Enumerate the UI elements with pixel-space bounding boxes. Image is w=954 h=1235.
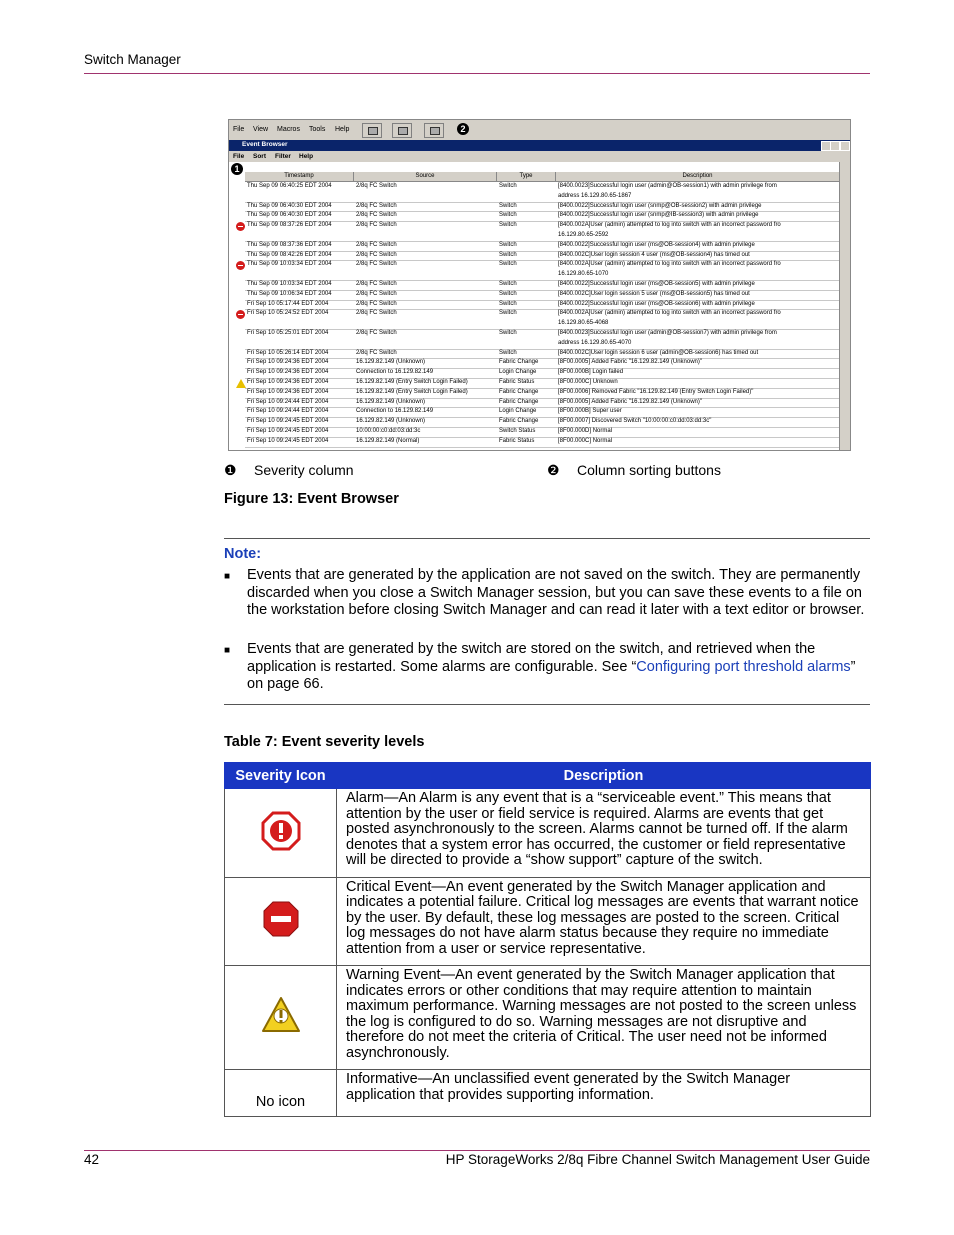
cell-timestamp: Thu Sep 09 08:42:26 EDT 2004 <box>247 251 332 258</box>
figure-title: Figure 13: Event Browser <box>224 491 399 507</box>
legend-num-1: ❶ <box>224 462 237 478</box>
toolbar-icon-1 <box>368 127 378 135</box>
cell-timestamp: Fri Sep 10 09:24:44 EDT 2004 <box>247 398 329 405</box>
note-bottom-rule <box>224 704 870 705</box>
cell-timestamp: Fri Sep 10 05:25:01 EDT 2004 <box>247 330 329 336</box>
table-title: Table 7: Event severity levels <box>224 734 425 750</box>
running-header: Switch Manager <box>84 52 181 67</box>
col-header-timestamp[interactable]: Timestamp <box>245 172 354 182</box>
menu-macros[interactable]: Macros <box>277 126 300 133</box>
table-row <box>225 789 871 878</box>
critical-icon <box>236 261 245 270</box>
window-title: Event Browser <box>242 141 288 148</box>
table-row <box>225 877 871 966</box>
callout-1: 1 <box>231 163 243 175</box>
critical-cell <box>225 877 337 966</box>
toolbar-button-1[interactable] <box>362 123 382 138</box>
browser-menu-help[interactable]: Help <box>299 153 314 160</box>
cell-description: [8400.0023]Successful login user (admin@OB-session7) with admin privilege from <box>558 330 777 336</box>
cell-description: [8400.002A]User (admin) attempted to log into switch with an incorrect password fro <box>558 222 781 229</box>
cell-timestamp: Thu Sep 09 10:03:34 EDT 2004 <box>247 261 332 268</box>
cell-type: Switch Status <box>499 428 536 434</box>
cell-source: 16.129.82.149 (Unknown) <box>356 359 426 366</box>
table-row <box>225 966 871 1070</box>
alarm-description: Alarm—An Alarm is any event that is a “serviceable event.” This means that attention by the user or field service is required. Alarms are events that get posted asynchronously to the screen. Alarms cannot be turned off. If the alarm denotes that a system error has occurred, the customer or field representative will be directed to provide a “show support” capture of the switch. <box>337 789 871 878</box>
cell-source: 2/8q FC Switch <box>356 202 397 209</box>
cell-timestamp: Fri Sep 10 09:24:36 EDT 2004 <box>247 388 329 395</box>
browser-menu-sort[interactable]: Sort <box>253 153 266 160</box>
severity-column <box>233 172 245 450</box>
note-bullet-2 <box>247 641 865 694</box>
table-row[interactable] <box>245 329 839 350</box>
critical-icon <box>236 222 245 231</box>
cell-description: [8F00.000B] Login failed <box>558 369 624 376</box>
cell-source: 16.129.82.149 (Unknown) <box>356 418 426 425</box>
cell-description: [8400.0022]Successful login user (ms@OB-session5) with admin privilege <box>558 281 755 287</box>
col-header-type[interactable]: Type <box>497 172 556 182</box>
legend-text-2: Column sorting buttons <box>577 462 721 478</box>
cell-description: [8400.0022]Successful login user (snmp@IB-session3) with admin privilege <box>558 212 759 219</box>
cell-source: Connection to 16.129.82.149 <box>356 408 434 415</box>
cell-type: Switch <box>499 222 517 229</box>
cell-timestamp: Fri Sep 10 09:24:36 EDT 2004 <box>247 379 329 385</box>
col-header-description[interactable]: Description <box>556 172 840 182</box>
window-titlebar <box>229 140 850 151</box>
cell-source: 2/8q FC Switch <box>356 300 397 307</box>
cell-timestamp: Fri Sep 10 09:24:44 EDT 2004 <box>247 408 329 415</box>
critical-description: Critical Event—An event generated by the Switch Manager application and indicates a potential failure. Critical log messages are events that warrant notice by the user. By default, these log messages are posted to the screen. Critical log messages do not have alarm status because they require no immediate attention from a user or service representative. <box>337 877 871 966</box>
cell-description-cont: 16.129.80.65-2592 <box>558 231 609 238</box>
cell-description-cont: address 16.129.80.65-1867 <box>558 192 632 199</box>
cell-timestamp: Thu Sep 09 10:03:34 EDT 2004 <box>247 281 332 287</box>
toolbar-button-3[interactable] <box>424 123 444 138</box>
cell-type: Switch <box>499 290 517 297</box>
cell-timestamp: Fri Sep 10 09:24:45 EDT 2004 <box>247 428 329 434</box>
legend-text-1: Severity column <box>254 462 354 478</box>
note-top-rule <box>224 538 870 539</box>
table-row[interactable] <box>245 260 839 281</box>
col-severity-icon: Severity Icon <box>225 763 337 789</box>
cell-source: 10:00:00:c0:dd:03:dd:3c <box>356 428 421 434</box>
cell-type: Switch <box>499 300 517 307</box>
table-row <box>225 1070 871 1117</box>
cell-source: 2/8q FC Switch <box>356 222 397 229</box>
severity-table <box>224 762 871 1117</box>
port-threshold-link[interactable]: Configuring port threshold alarms <box>636 658 851 675</box>
cell-description-cont: address 16.129.80.65-4070 <box>558 339 632 346</box>
app-menubar <box>229 120 850 140</box>
cell-type: Login Change <box>499 369 537 376</box>
cell-description: [8F00.000D] Normal <box>558 428 613 434</box>
cell-source: Connection to 16.129.82.149 <box>356 369 434 376</box>
cell-source: 2/8q FC Switch <box>356 281 397 287</box>
cell-description: [8400.0022]Successful login user (ms@OB-session6) with admin privilege <box>558 300 755 307</box>
cell-timestamp: Fri Sep 10 09:24:45 EDT 2004 <box>247 418 329 425</box>
cell-type: Switch <box>499 212 517 219</box>
cell-type: Switch <box>499 261 517 268</box>
cell-type: Fabric Change <box>499 388 539 395</box>
critical-icon <box>236 310 245 319</box>
cell-type: Fabric Change <box>499 418 539 425</box>
cell-source: 16.129.82.149 (Entry Switch Login Failed) <box>356 379 468 385</box>
critical-icon <box>262 900 300 938</box>
cell-description: [8400.0022]Successful login user (snmp@OB-session2) with admin privilege <box>558 202 762 209</box>
cell-source: 2/8q FC Switch <box>356 241 397 248</box>
cell-source: 16.129.82.149 (Entry Switch Login Failed) <box>356 388 468 395</box>
warning-description: Warning Event—An event generated by the Switch Manager application that indicates errors or other conditions that may require attention to maintain maximum performance. Warning messages are not posted to the screen unless the log is configured to do so. Warning messages are not disruptive and therefore do not meet the criteria of Critical. The user need not be informed asynchronously. <box>337 966 871 1070</box>
page-number: 42 <box>84 1152 100 1167</box>
cell-timestamp: Fri Sep 10 09:24:45 EDT 2004 <box>247 437 329 444</box>
cell-type: Switch <box>499 241 517 248</box>
menu-tools[interactable]: Tools <box>309 126 326 133</box>
cell-description: [8400.002C]User login session 4 user (ms@OB-session4) has timed out <box>558 251 750 258</box>
cell-description: [8F00.000B] Super user <box>558 408 622 415</box>
cell-timestamp: Thu Sep 09 06:40:30 EDT 2004 <box>247 202 332 209</box>
cell-description-cont: 16.129.80.65-4068 <box>558 320 609 327</box>
cell-type: Switch <box>499 183 517 189</box>
cell-type: Fabric Status <box>499 379 535 385</box>
cell-type: Switch <box>499 349 517 356</box>
cell-description: [8F00.000C] Normal <box>558 437 613 444</box>
cell-source: 2/8q FC Switch <box>356 310 397 317</box>
cell-source: 2/8q FC Switch <box>356 261 397 268</box>
cell-source: 2/8q FC Switch <box>356 290 397 297</box>
cell-type: Login Change <box>499 408 537 415</box>
table-row[interactable] <box>245 437 839 448</box>
cell-timestamp: Fri Sep 10 05:26:14 EDT 2004 <box>247 349 329 356</box>
legend-num-2: ❷ <box>547 462 560 478</box>
cell-description: [8400.002C]User login session 5 user (ms@OB-session5) has timed out <box>558 290 750 297</box>
menu-help[interactable]: Help <box>335 126 350 133</box>
browser-menu-filter[interactable]: Filter <box>275 153 291 160</box>
toolbar-icon-3 <box>430 127 440 135</box>
cell-timestamp: Thu Sep 09 08:37:36 EDT 2004 <box>247 241 332 248</box>
note-bullet-2-text: Events that are generated by the switch are stored on the switch, and retrieved when the application is restarted. Some alarms are configurable. See “ <box>247 641 816 675</box>
table-row[interactable] <box>245 182 839 203</box>
cell-source: 2/8q FC Switch <box>356 183 397 189</box>
toolbar-icon-2 <box>398 127 408 135</box>
footer-title: HP StorageWorks 2/8q Fibre Channel Switch Management User Guide <box>445 1152 870 1167</box>
close-icon[interactable] <box>840 141 850 151</box>
table-row[interactable] <box>245 221 839 242</box>
note-bullet-1: Events that are generated by the application are not saved on the switch. They are permanently discarded when you close a Switch Manager session, but you can save these events to a file on the workstation before closing Switch Manager and can read it later with a text editor or browser. <box>247 567 865 618</box>
event-browser-screenshot <box>228 119 851 451</box>
cell-timestamp: Fri Sep 10 05:17:44 EDT 2004 <box>247 300 329 307</box>
alarm-icon <box>261 811 301 851</box>
no-icon-cell: No icon <box>225 1070 337 1117</box>
cell-source: 2/8q FC Switch <box>356 251 397 258</box>
informative-description: Informative—An unclassified event generated by the Switch Manager application that provides supporting information. <box>337 1070 871 1117</box>
cell-description: [8400.002A]User (admin) attempted to log into switch with an incorrect password fro <box>558 261 781 268</box>
maximize-icon[interactable] <box>830 141 840 151</box>
bullet-1: ■ <box>224 571 231 582</box>
cell-timestamp: Thu Sep 09 10:06:34 EDT 2004 <box>247 290 332 297</box>
cell-timestamp: Fri Sep 10 05:24:52 EDT 2004 <box>247 310 329 317</box>
footer-rule <box>84 1150 870 1151</box>
warning-cell <box>225 966 337 1070</box>
cell-timestamp: Fri Sep 10 09:24:36 EDT 2004 <box>247 369 329 376</box>
alarm-cell <box>225 789 337 878</box>
table-row[interactable] <box>245 309 839 330</box>
browser-menu-file[interactable]: File <box>233 153 245 160</box>
vertical-scrollbar[interactable] <box>839 162 851 450</box>
bullet-2: ■ <box>224 645 231 656</box>
note-bullet-2-tail: ” on page 66. <box>247 658 856 692</box>
cell-type: Switch <box>499 281 517 287</box>
cell-description: [8400.002A]User (admin) attempted to log into switch with an incorrect password fro <box>558 310 781 317</box>
callout-2: 2 <box>457 123 469 135</box>
cell-type: Switch <box>499 251 517 258</box>
cell-timestamp: Fri Sep 10 09:24:36 EDT 2004 <box>247 359 329 366</box>
header-rule <box>84 73 870 74</box>
cell-type: Switch <box>499 310 517 317</box>
cell-timestamp: Thu Sep 09 08:37:26 EDT 2004 <box>247 222 332 229</box>
cell-type: Switch <box>499 202 517 209</box>
cell-timestamp: Thu Sep 09 06:40:30 EDT 2004 <box>247 212 332 219</box>
col-header-source[interactable]: Source <box>354 172 497 182</box>
menu-file[interactable]: File <box>233 126 245 133</box>
cell-type: Fabric Status <box>499 437 535 444</box>
cell-description: [8400.0023]Successful login user (admin@OB-session1) with admin privilege from <box>558 183 777 189</box>
cell-description: [8400.002C]User login session 6 user (admin@OB-session6) has timed out <box>558 349 759 356</box>
cell-source: 2/8q FC Switch <box>356 212 397 219</box>
cell-source: 16.129.82.149 (Unknown) <box>356 398 426 405</box>
cell-type: Fabric Change <box>499 359 539 366</box>
browser-menubar <box>229 151 850 162</box>
severity-table-header <box>225 763 871 789</box>
cell-type: Fabric Change <box>499 398 539 405</box>
cell-description: [8400.0022]Successful login user (ms@OB-session4) with admin privilege <box>558 241 755 248</box>
toolbar-button-2[interactable] <box>392 123 412 138</box>
cell-description: [8F00.0006] Removed Fabric "16.129.82.149 (Entry Switch Login Failed)" <box>558 388 754 395</box>
cell-description: [8F00.0005] Added Fabric "16.129.82.149 (Unknown)" <box>558 398 703 405</box>
cell-description: [8F00.000C] Unknown <box>558 379 618 385</box>
cell-description: [8F00.0007] Discovered Switch "10:00:00:c0:dd:03:dd:3c" <box>558 418 712 425</box>
cell-type: Switch <box>499 330 517 336</box>
cell-source: 16.129.82.149 (Normal) <box>356 437 420 444</box>
menu-view[interactable]: View <box>253 126 269 133</box>
cell-timestamp: Thu Sep 09 06:40:25 EDT 2004 <box>247 183 332 189</box>
warning-icon <box>261 996 301 1034</box>
col-description: Description <box>337 763 871 789</box>
cell-source: 2/8q FC Switch <box>356 330 397 336</box>
note-label: Note: <box>224 546 262 562</box>
cell-description: [8F00.0005] Added Fabric "16.129.82.149 (Unknown)" <box>558 359 703 366</box>
cell-source: 2/8q FC Switch <box>356 349 397 356</box>
cell-description-cont: 16.129.80.65-1070 <box>558 271 609 278</box>
